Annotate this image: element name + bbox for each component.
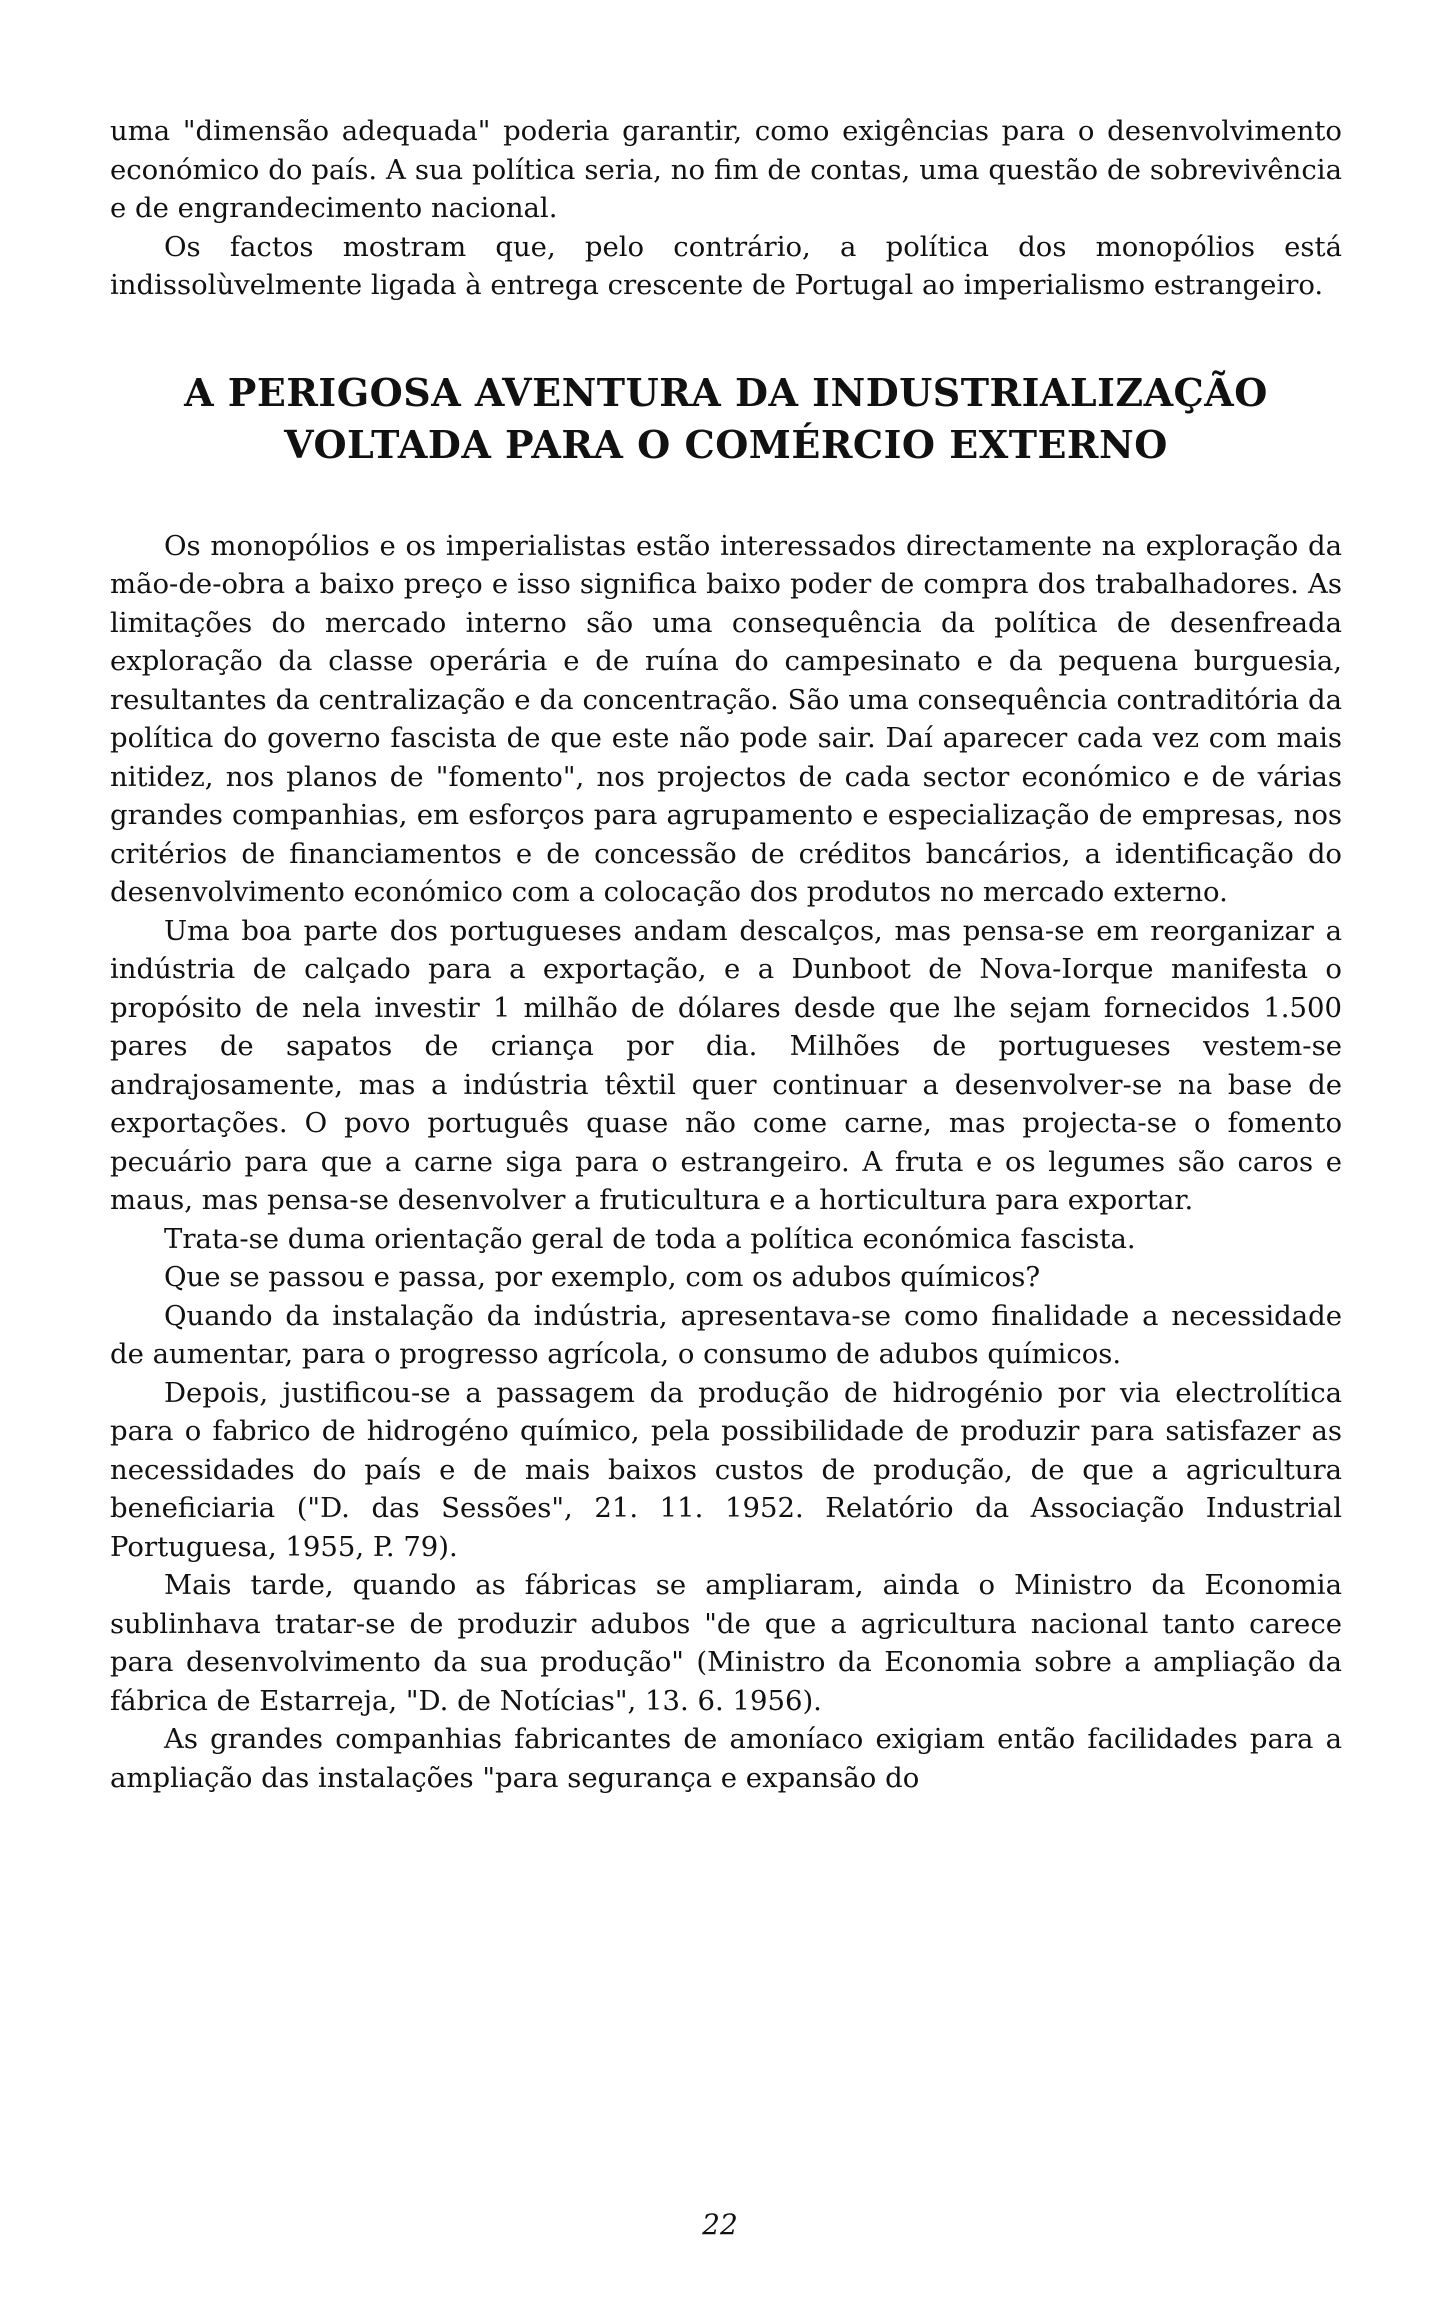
paragraph-continues: As grandes companhias fabricantes de amoníaco exigiam então facilidades para a ampliação das instalações "para segurança e expansão do (110, 1723, 1342, 1794)
page-number: 22 (702, 2208, 738, 2241)
paragraph: Depois, justificou-se a passagem da produção de hidrogénio por via electrolítica para o fabrico de hidrogéno químico, pela possibilidade de produzir para satisfazer as necessidades do país e de mais baixos custos de produção, de que a agricultura beneficiaria ("D. das Sessões", 21. 11. 1952. Relatório da Associação Industrial Portuguesa, 1955, P. 79). (110, 1376, 1342, 1563)
section-heading-line-2: VOLTADA PARA O COMÉRCIO EXTERNO (284, 421, 1168, 467)
text-column (110, 112, 1342, 1797)
section-heading-line-1: A PERIGOSA AVENTURA DA INDUSTRIALIZAÇÃO (184, 369, 1268, 415)
paragraph: Os factos mostram que, pelo contrário, a política dos monopólios está indissolùvelmente ligada à entrega crescente de Portugal ao imperialismo estrangeiro. (110, 230, 1342, 301)
paragraph: Mais tarde, quando as fábricas se ampliaram, ainda o Ministro da Economia sublinhava tratar-se de produzir adubos "de que a agricultura nacional tanto carece para desenvolvimento da sua produção" (Ministro da Economia sobre a ampliação da fábrica de Estarreja, "D. de Notícias", 13. 6. 1956). (110, 1569, 1342, 1717)
paragraph-continued: uma "dimensão adequada" poderia garantir, como exigências para o desenvolvimento económico do país. A sua política seria, no fim de contas, uma questão de sobrevivência e de engrandecimento nacional. (110, 115, 1342, 224)
paragraph: Quando da instalação da indústria, apresentava-se como finalidade a necessidade de aumentar, para o progresso agrícola, o consumo de adubos químicos. (110, 1299, 1342, 1370)
paragraph: Que se passou e passa, por exemplo, com os adubos químicos? (164, 1261, 1041, 1293)
paragraph: Os monopólios e os imperialistas estão interessados directamente na exploração da mão-de-obra a baixo preço e isso significa baixo poder de compra dos trabalhadores. As limitações do mercado interno são uma consequência da política de desenfreada exploração da classe operária e de ruína do campesinato e da pequena burguesia, resultantes da centralização e da concentração. São uma consequência contraditória da política do governo fascista de que este não pode sair. Daí aparecer cada vez com mais nitidez, nos planos de "fomento", nos projectos de cada sector económico e de várias grandes companhias, em esforços para agrupamento e especialização de empresas, nos critérios de financiamentos e de concessão de créditos bancários, a identificação do desenvolvimento económico com a colocação dos produtos no mercado externo. (110, 529, 1342, 908)
section-heading (110, 367, 1342, 471)
paragraph: Uma boa parte dos portugueses andam descalços, mas pensa-se em reorganizar a indústria de calçado para a exportação, e a Dunboot de Nova-Iorque manifesta o propósito de nela investir 1 milhão de dólares desde que lhe sejam fornecidos 1.500 pares de sapatos de criança por dia. Milhões de portugueses vestem-se andrajosamente, mas a indústria têxtil quer continuar a desenvolver-se na base de exportações. O povo português quase não come carne, mas projecta-se o fomento pecuário para que a carne siga para o estrangeiro. A fruta e os legumes são caros e maus, mas pensa-se desenvolver a fruticultura e a horticultura para exportar. (110, 914, 1342, 1216)
paragraph: Trata-se duma orientação geral de toda a política económica fascista. (164, 1222, 1136, 1255)
